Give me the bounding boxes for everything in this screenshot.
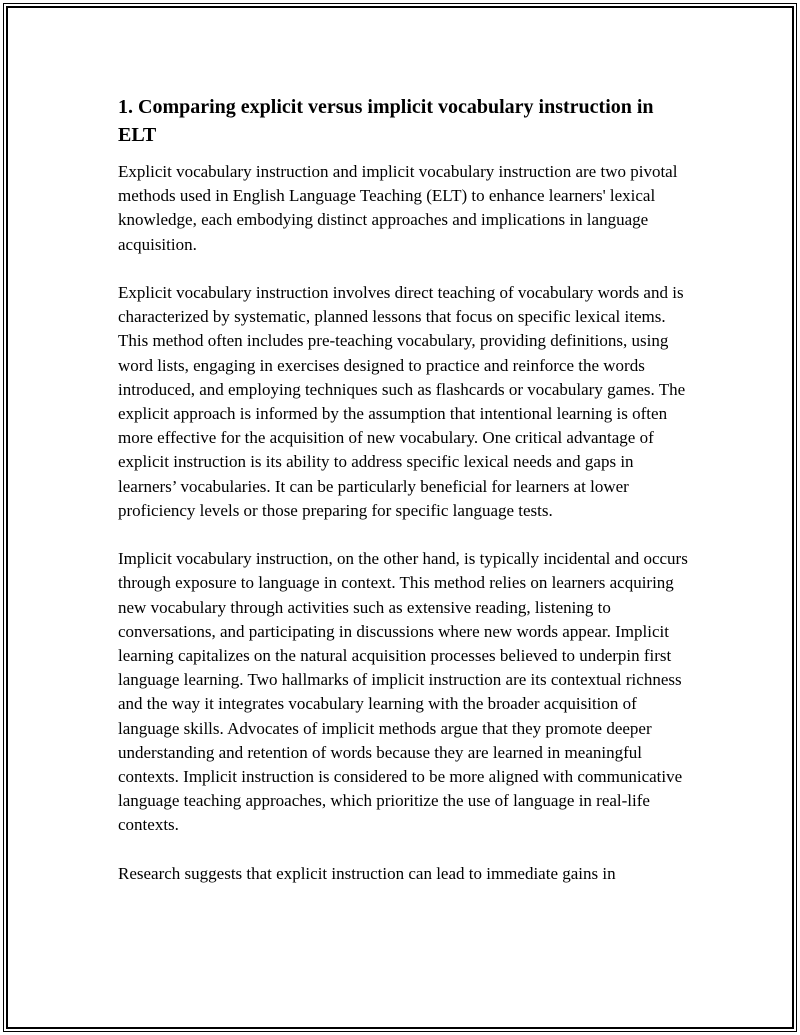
document-body: [118, 93, 688, 910]
paragraph-explicit: Explicit vocabulary instruction involves direct teaching of vocabulary words and is characterized by systematic, planned lessons that focus on specific lexical items. This method often includes pre-teaching vocabulary, providing definitions, using word lists, engaging in exercises designed to practice and reinforce the words introduced, and employing techniques such as flashcards or vocabulary games. The explicit approach is informed by the assumption that intentional learning is often more effective for the acquisition of new vocabulary. One critical advantage of explicit instruction is its ability to address specific lexical needs and gaps in learners’ vocabularies. It can be particularly beneficial for learners at lower proficiency levels or those preparing for specific language tests.: [118, 283, 686, 520]
paragraph-intro: Explicit vocabulary instruction and implicit vocabulary instruction are two pivotal methods used in English Language Teaching (ELT) to enhance learners' lexical knowledge, each embodying distinct approaches and implications in language acquisition.: [118, 162, 678, 254]
section-heading: 1. Comparing explicit versus implicit vocabulary instruction in ELT: [118, 96, 654, 146]
paragraph-research: Research suggests that explicit instruction can lead to immediate gains in: [118, 863, 616, 883]
paragraph-implicit: Implicit vocabulary instruction, on the other hand, is typically incidental and occurs through exposure to language in context. This method relies on learners acquiring new vocabulary through activities such as extensive reading, listening to conversations, and participating in discussions where new words appear. Implicit learning capitalizes on the natural acquisition processes believed to underpin first language learning. Two hallmarks of implicit instruction are its contextual richness and the way it integrates vocabulary learning with the broader acquisition of language skills. Advocates of implicit methods argue that they promote deeper understanding and retention of words because they are learned in meaningful contexts. Implicit instruction is considered to be more aligned with communicative language teaching approaches, which prioritize the use of language in real-life contexts.: [118, 549, 688, 835]
